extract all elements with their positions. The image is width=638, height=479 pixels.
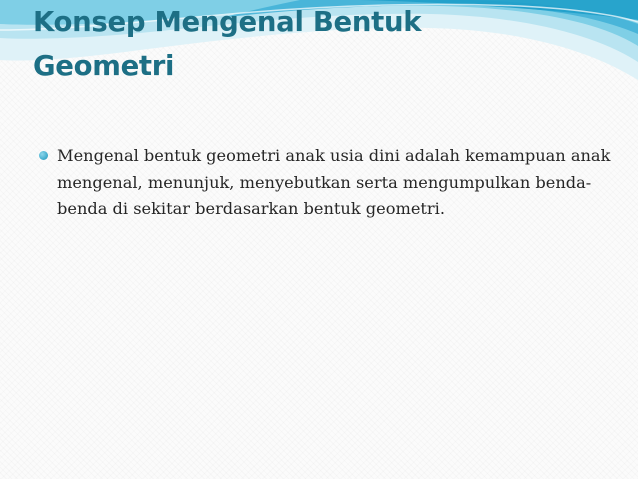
slide-title: Konsep Mengenal Bentuk Geometri (33, 6, 422, 82)
bullet-list (39, 143, 619, 223)
list-item (39, 143, 619, 223)
bullet-text: Mengenal bentuk geometri anak usia dini adalah kemampuan anak mengenal, menunjuk, menyebutkan serta mengumpulkan benda-benda di sekitar berdasarkan bentuk geometri. (57, 146, 611, 218)
bullet-dot-icon (39, 151, 48, 160)
